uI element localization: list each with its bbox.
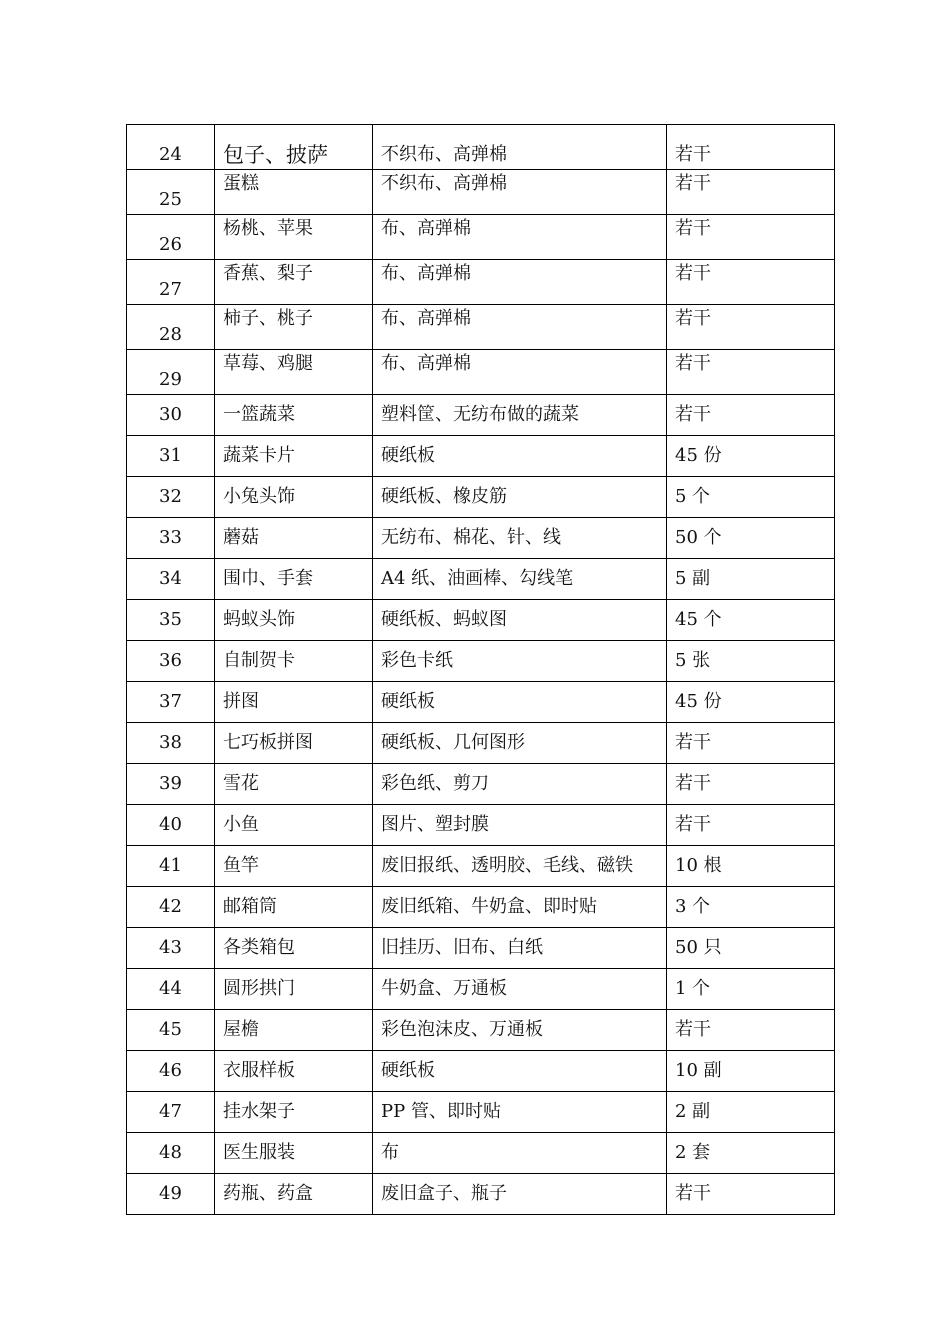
- item-number: 46: [127, 1051, 215, 1092]
- item-material: 牛奶盒、万通板: [373, 969, 667, 1010]
- item-quantity: 45 份: [667, 436, 835, 477]
- item-name: 屋檐: [215, 1010, 373, 1051]
- item-name: 拼图: [215, 682, 373, 723]
- item-name: 柿子、桃子: [215, 305, 373, 350]
- item-quantity: 50 只: [667, 928, 835, 969]
- item-number: 24: [127, 125, 215, 170]
- item-material: 布: [373, 1133, 667, 1174]
- item-material: 彩色卡纸: [373, 641, 667, 682]
- table-row: [127, 1133, 835, 1174]
- item-material: 硬纸板: [373, 436, 667, 477]
- item-material: 硬纸板、蚂蚁图: [373, 600, 667, 641]
- item-number: 44: [127, 969, 215, 1010]
- item-material: 不织布、高弹棉: [373, 125, 667, 170]
- item-quantity: 45 份: [667, 682, 835, 723]
- item-material: 不织布、高弹棉: [373, 170, 667, 215]
- item-quantity: 若干: [667, 125, 835, 170]
- table-row: [127, 518, 835, 559]
- item-number: 37: [127, 682, 215, 723]
- item-number: 25: [127, 170, 215, 215]
- item-quantity: 10 副: [667, 1051, 835, 1092]
- item-name: 圆形拱门: [215, 969, 373, 1010]
- item-material: PP 管、即时贴: [373, 1092, 667, 1133]
- item-name: 衣服样板: [215, 1051, 373, 1092]
- item-number: 39: [127, 764, 215, 805]
- item-material: 硬纸板: [373, 1051, 667, 1092]
- item-number: 45: [127, 1010, 215, 1051]
- table-row: [127, 600, 835, 641]
- item-number: 40: [127, 805, 215, 846]
- item-name: 一篮蔬菜: [215, 395, 373, 436]
- table-row: [127, 559, 835, 600]
- item-number: 34: [127, 559, 215, 600]
- item-number: 35: [127, 600, 215, 641]
- item-name: 香蕉、梨子: [215, 260, 373, 305]
- item-number: 28: [127, 305, 215, 350]
- item-material: 塑料筐、无纺布做的蔬菜: [373, 395, 667, 436]
- table-row: [127, 125, 835, 170]
- item-name: 包子、披萨: [215, 125, 373, 170]
- item-name: 杨桃、苹果: [215, 215, 373, 260]
- item-quantity: 若干: [667, 215, 835, 260]
- materials-table-body: [127, 125, 835, 1215]
- item-quantity: 若干: [667, 764, 835, 805]
- item-quantity: 50 个: [667, 518, 835, 559]
- item-name: 围巾、手套: [215, 559, 373, 600]
- item-material: 硬纸板、几何图形: [373, 723, 667, 764]
- item-name: 蔬菜卡片: [215, 436, 373, 477]
- table-row: [127, 305, 835, 350]
- item-quantity: 5 副: [667, 559, 835, 600]
- item-quantity: 若干: [667, 350, 835, 395]
- table-row: [127, 846, 835, 887]
- table-row: [127, 764, 835, 805]
- item-material: 硬纸板: [373, 682, 667, 723]
- item-quantity: 若干: [667, 395, 835, 436]
- item-quantity: 若干: [667, 1174, 835, 1215]
- item-quantity: 若干: [667, 1010, 835, 1051]
- item-number: 49: [127, 1174, 215, 1215]
- table-row: [127, 805, 835, 846]
- item-name: 小鱼: [215, 805, 373, 846]
- item-quantity: 10 根: [667, 846, 835, 887]
- item-number: 26: [127, 215, 215, 260]
- item-name: 挂水架子: [215, 1092, 373, 1133]
- item-material: 彩色纸、剪刀: [373, 764, 667, 805]
- table-row: [127, 170, 835, 215]
- table-row: [127, 260, 835, 305]
- materials-table: [126, 124, 835, 1215]
- item-name: 鱼竿: [215, 846, 373, 887]
- table-row: [127, 682, 835, 723]
- table-row: [127, 723, 835, 764]
- item-material: 废旧纸箱、牛奶盒、即时贴: [373, 887, 667, 928]
- item-name: 蘑菇: [215, 518, 373, 559]
- item-number: 47: [127, 1092, 215, 1133]
- item-material: 布、高弹棉: [373, 215, 667, 260]
- item-name: 蛋糕: [215, 170, 373, 215]
- item-quantity: 5 张: [667, 641, 835, 682]
- table-row: [127, 1010, 835, 1051]
- item-name: 自制贺卡: [215, 641, 373, 682]
- table-row: [127, 350, 835, 395]
- item-number: 27: [127, 260, 215, 305]
- table-row: [127, 969, 835, 1010]
- item-quantity: 若干: [667, 170, 835, 215]
- item-number: 36: [127, 641, 215, 682]
- item-quantity: 若干: [667, 260, 835, 305]
- table-row: [127, 477, 835, 518]
- item-quantity: 若干: [667, 305, 835, 350]
- item-name: 药瓶、药盒: [215, 1174, 373, 1215]
- item-material: A4 纸、油画棒、勾线笔: [373, 559, 667, 600]
- table-row: [127, 641, 835, 682]
- item-number: 48: [127, 1133, 215, 1174]
- table-row: [127, 1092, 835, 1133]
- item-quantity: 2 副: [667, 1092, 835, 1133]
- item-name: 雪花: [215, 764, 373, 805]
- item-name: 草莓、鸡腿: [215, 350, 373, 395]
- item-material: 旧挂历、旧布、白纸: [373, 928, 667, 969]
- item-name: 七巧板拼图: [215, 723, 373, 764]
- item-number: 43: [127, 928, 215, 969]
- table-row: [127, 436, 835, 477]
- table-row: [127, 928, 835, 969]
- item-quantity: 若干: [667, 723, 835, 764]
- item-material: 彩色泡沫皮、万通板: [373, 1010, 667, 1051]
- item-name: 蚂蚁头饰: [215, 600, 373, 641]
- item-number: 31: [127, 436, 215, 477]
- item-number: 32: [127, 477, 215, 518]
- item-material: 布、高弹棉: [373, 305, 667, 350]
- item-material: 图片、塑封膜: [373, 805, 667, 846]
- table-row: [127, 395, 835, 436]
- item-quantity: 若干: [667, 805, 835, 846]
- item-material: 硬纸板、橡皮筋: [373, 477, 667, 518]
- table-row: [127, 1174, 835, 1215]
- item-material: 布、高弹棉: [373, 260, 667, 305]
- item-material: 布、高弹棉: [373, 350, 667, 395]
- item-number: 29: [127, 350, 215, 395]
- item-name: 各类箱包: [215, 928, 373, 969]
- item-number: 41: [127, 846, 215, 887]
- table-row: [127, 1051, 835, 1092]
- item-number: 33: [127, 518, 215, 559]
- item-quantity: 45 个: [667, 600, 835, 641]
- item-material: 无纺布、棉花、针、线: [373, 518, 667, 559]
- item-quantity: 5 个: [667, 477, 835, 518]
- table-row: [127, 215, 835, 260]
- item-number: 42: [127, 887, 215, 928]
- item-name: 邮箱筒: [215, 887, 373, 928]
- item-quantity: 3 个: [667, 887, 835, 928]
- item-number: 30: [127, 395, 215, 436]
- item-number: 38: [127, 723, 215, 764]
- item-material: 废旧报纸、透明胶、毛线、磁铁: [373, 846, 667, 887]
- item-material: 废旧盒子、瓶子: [373, 1174, 667, 1215]
- item-name: 小兔头饰: [215, 477, 373, 518]
- table-row: [127, 887, 835, 928]
- item-name: 医生服装: [215, 1133, 373, 1174]
- item-quantity: 1 个: [667, 969, 835, 1010]
- item-quantity: 2 套: [667, 1133, 835, 1174]
